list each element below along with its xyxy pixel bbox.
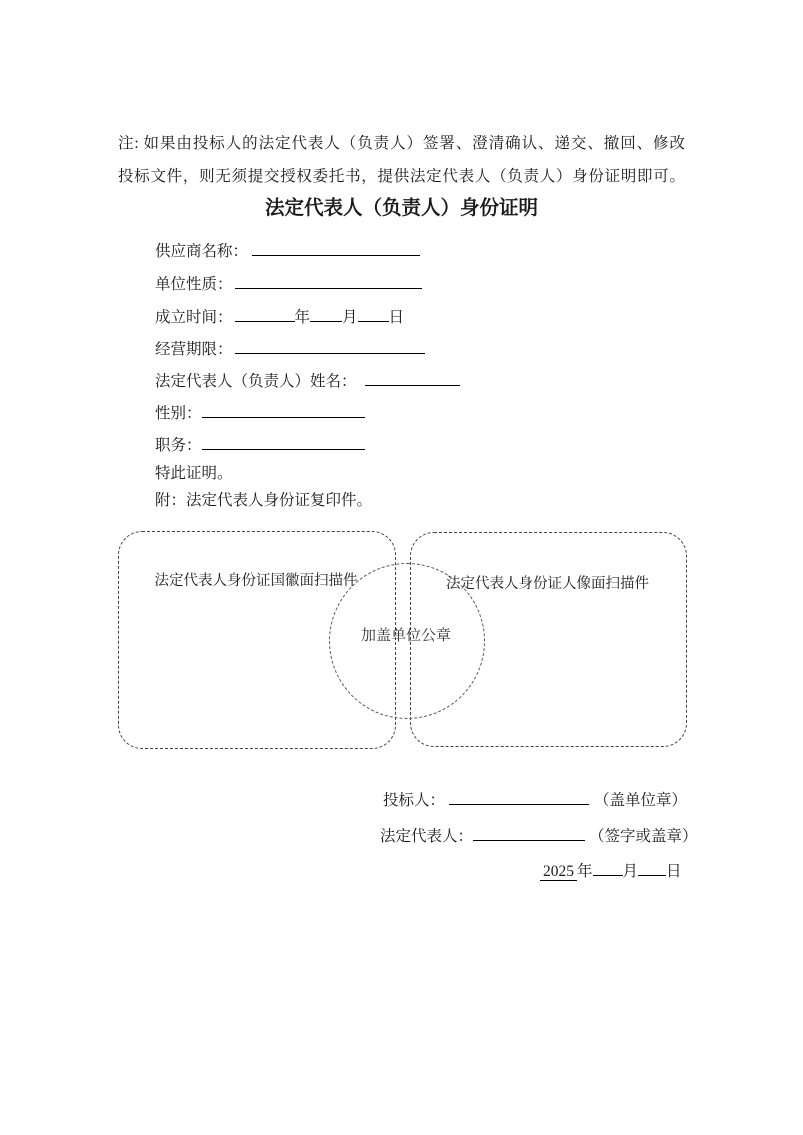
year-suffix: 年 [294,309,311,326]
rep-sign-note: （签字或盖章） [589,828,698,845]
supplier-name-row [155,240,420,262]
unit-nature-row [155,273,422,295]
rep-signature-blank [473,825,585,841]
declaration-line [155,464,233,486]
note-line-2: 投标文件，则无须提交授权委托书，提供法定代表人（负责人）身份证明即可。 [118,168,685,185]
rep-name-label: 法定代表人（负责人）姓名： [155,373,357,390]
business-term-label: 经营期限： [155,341,233,358]
established-day-blank [358,306,389,322]
id-card-emblem-side-label: 法定代表人身份证国徽面扫描件 [154,573,358,589]
month-suffix: 月 [342,309,358,326]
bidder-seal-note: （盖单位章） [594,792,688,809]
date-month-suffix: 月 [622,863,639,880]
established-date-row [155,306,404,328]
rep-name-row [155,370,460,392]
established-month-blank [310,306,342,322]
business-term-row [155,338,425,360]
date-day-blank [638,860,666,876]
unit-nature-label: 单位性质： [155,276,233,293]
date-month-blank [593,860,623,876]
position-row [155,434,365,456]
rep-signature-label: 法定代表人： [380,828,474,845]
bidder-label: 投标人： [383,792,446,809]
bidder-signature-blank [449,789,589,805]
rep-signature-row [380,825,698,847]
bidder-signature-row [383,789,687,811]
established-year-blank [235,306,295,322]
attachment-text: 附：法定代表人身份证复印件。 [155,492,373,509]
note-paragraph [118,127,685,193]
date-day-suffix: 日 [666,863,682,880]
date-row [540,860,682,882]
gender-row [155,402,365,424]
position-blank [202,434,365,450]
document-title: 法定代表人（负责人）身份证明 [264,198,538,219]
date-year-suffix: 年 [577,863,593,880]
note-line-1: 注: 如果由投标人的法定代表人（负责人）签署、澄清确认、递交、撤回、修改 [118,135,685,152]
day-suffix: 日 [388,309,405,326]
position-label: 职务： [155,437,202,454]
unit-nature-blank [235,273,422,289]
supplier-name-blank [252,240,420,256]
attachment-line [155,491,372,513]
date-year-value: 2025 [540,863,577,881]
id-card-portrait-side-label: 法定代表人身份证人像面扫描件 [446,576,649,592]
rep-name-blank [365,370,460,386]
company-seal-label: 加盖单位公章 [360,628,451,644]
gender-blank [202,402,365,418]
gender-label: 性别： [155,405,202,422]
established-date-label: 成立时间： [155,309,233,326]
business-term-blank [235,338,425,354]
declaration-text: 特此证明。 [155,465,233,482]
supplier-name-label: 供应商名称： [155,243,249,260]
